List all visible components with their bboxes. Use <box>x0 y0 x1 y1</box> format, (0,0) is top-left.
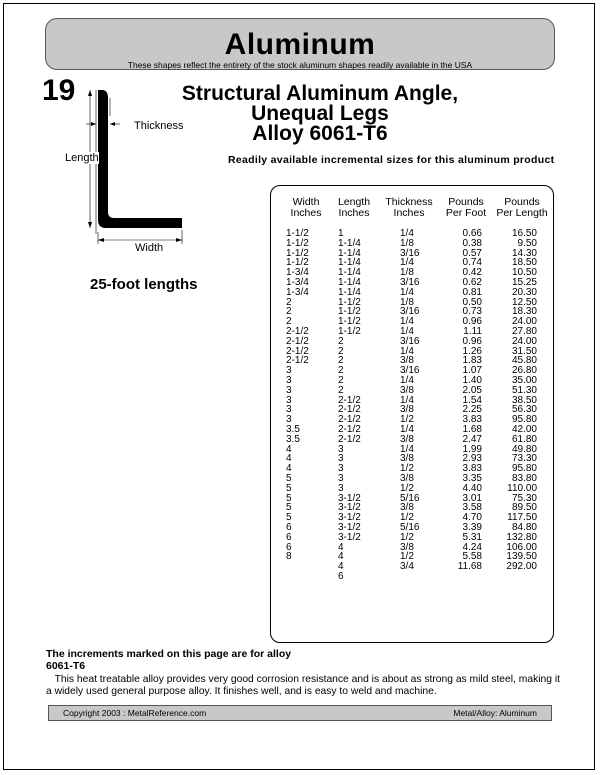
table-cell: 2 <box>338 384 344 396</box>
product-title-line2: Unequal Legs <box>251 102 389 125</box>
table-cell: 1/2 <box>400 414 414 426</box>
table-cell: 1-3/4 <box>286 276 309 288</box>
table-cell: 1/4 <box>400 316 414 328</box>
table-cell: 15.25 <box>511 276 537 288</box>
table-cell: 3 <box>286 365 292 377</box>
table-cell: 1/8 <box>400 237 414 249</box>
table-cell: 4 <box>338 551 344 563</box>
table-cell: 3/8 <box>400 404 414 416</box>
table-cell: 0.57 <box>462 247 482 259</box>
table-cell: 3/8 <box>400 502 414 514</box>
table-cell: 1/4 <box>400 325 414 337</box>
pounds-per-length-column <box>495 229 537 572</box>
table-cell: 1-3/4 <box>286 286 309 298</box>
table-cell: 1-1/2 <box>286 247 309 259</box>
table-cell: 3/8 <box>400 433 414 445</box>
table-cell: 1-1/4 <box>338 286 361 298</box>
table-cell: 4 <box>286 453 292 465</box>
table-cell: 132.80 <box>506 531 537 543</box>
table-cell: 5/16 <box>400 521 420 533</box>
table-cell: 1 <box>338 228 344 239</box>
table-cell: 1/2 <box>400 463 414 475</box>
header-length: Length Inches <box>337 196 371 219</box>
table-cell: 3 <box>286 374 292 386</box>
table-cell: 2.93 <box>462 453 482 465</box>
width-label: Width <box>135 242 164 254</box>
table-cell: 27.80 <box>511 325 537 337</box>
table-cell: 4 <box>338 561 344 573</box>
table-cell: 61.80 <box>511 433 537 445</box>
table-cell: 1.07 <box>462 365 482 377</box>
table-cell: 2-1/2 <box>338 423 361 435</box>
table-cell: 1.54 <box>462 394 482 406</box>
table-cell: 0.50 <box>462 296 482 308</box>
table-cell: 5.58 <box>462 551 482 563</box>
header-pounds-per-length: Pounds Per Length <box>496 196 548 219</box>
table-cell: 38.50 <box>511 394 537 406</box>
table-cell: 1/4 <box>400 286 414 298</box>
table-cell: 6 <box>338 570 344 582</box>
table-cell: 5 <box>286 472 292 484</box>
table-cell: 4.70 <box>462 512 482 524</box>
table-cell: 3/8 <box>400 355 414 367</box>
width-column <box>286 229 309 562</box>
table-cell: 35.00 <box>511 374 537 386</box>
table-cell: 95.80 <box>511 463 537 475</box>
header-thickness: Thickness Inches <box>385 196 433 219</box>
table-cell: 2 <box>338 335 344 347</box>
table-cell: 1-1/2 <box>286 237 309 249</box>
table-cell: 1-1/2 <box>338 306 361 318</box>
table-cell: 1.40 <box>462 374 482 386</box>
table-cell: 1-1/2 <box>338 316 361 328</box>
table-cell: 1/4 <box>400 443 414 455</box>
table-cell: 1-1/4 <box>338 276 361 288</box>
table-cell: 5 <box>286 482 292 494</box>
table-cell: 292.00 <box>506 561 537 573</box>
table-cell: 4 <box>338 541 344 553</box>
footer-bar <box>48 705 552 721</box>
table-cell: 1/2 <box>400 482 414 494</box>
table-cell: 4.24 <box>462 541 482 553</box>
table-cell: 3/16 <box>400 306 420 318</box>
table-cell: 3.58 <box>462 502 482 514</box>
table-cell: 3/8 <box>400 472 414 484</box>
copyright-text: Copyright 2003 : MetalReference.com <box>63 708 207 718</box>
table-cell: 3/16 <box>400 276 420 288</box>
table-cell: 1.11 <box>463 325 482 337</box>
table-cell: 1/4 <box>400 228 414 239</box>
table-cell: 12.50 <box>511 296 537 308</box>
table-cell: 2.25 <box>462 404 482 416</box>
table-cell: 2 <box>338 345 344 357</box>
header-pounds-per-foot: Pounds Per Foot <box>445 196 487 219</box>
table-cell: 51.30 <box>511 384 537 396</box>
table-cell: 3 <box>338 453 344 465</box>
table-cell: 31.50 <box>511 345 537 357</box>
header-width: Width Inches <box>290 196 322 219</box>
table-cell: 73.30 <box>511 453 537 465</box>
table-cell: 0.66 <box>462 228 482 239</box>
table-cell: 3.83 <box>462 463 482 475</box>
table-cell: 1-1/4 <box>338 257 361 269</box>
table-cell: 3 <box>286 394 292 406</box>
table-cell: 5.31 <box>462 531 482 543</box>
table-cell: 2-1/2 <box>286 355 309 367</box>
table-cell: 6 <box>286 541 292 553</box>
table-cell: 3 <box>338 443 344 455</box>
table-cell: 95.80 <box>511 414 537 426</box>
table-cell: 24.00 <box>511 335 537 347</box>
table-cell: 110.00 <box>507 482 537 494</box>
table-cell: 83.80 <box>511 472 537 484</box>
table-cell: 2-1/2 <box>338 414 361 426</box>
table-cell: 3.35 <box>462 472 482 484</box>
table-cell: 1/4 <box>400 374 414 386</box>
table-cell: 42.00 <box>511 423 537 435</box>
table-cell: 4 <box>286 463 292 475</box>
table-cell: 3/8 <box>400 541 414 553</box>
table-cell: 5 <box>286 502 292 514</box>
table-cell: 5/16 <box>400 492 420 504</box>
table-cell: 2 <box>286 306 292 318</box>
table-cell: 5 <box>286 512 292 524</box>
table-cell: 3-1/2 <box>338 512 361 524</box>
table-cell: 1/2 <box>400 531 414 543</box>
table-cell: 3.5 <box>286 433 300 445</box>
table-cell: 117.50 <box>507 512 537 524</box>
table-cell: 3/16 <box>400 247 420 259</box>
table-cell: 10.50 <box>511 267 537 279</box>
table-cell: 20.30 <box>511 286 537 298</box>
table-cell: 4 <box>286 443 292 455</box>
table-cell: 0.38 <box>462 237 482 249</box>
table-cell: 6 <box>286 521 292 533</box>
table-cell: 1-1/4 <box>338 237 361 249</box>
table-cell: 1-1/4 <box>338 267 361 279</box>
table-cell: 75.30 <box>511 492 537 504</box>
table-cell: 0.96 <box>462 316 482 328</box>
table-cell: 89.50 <box>511 502 537 514</box>
table-cell: 1.99 <box>462 443 482 455</box>
table-cell: 24.00 <box>511 316 537 328</box>
table-cell: 2-1/2 <box>286 345 309 357</box>
table-cell: 3-1/2 <box>338 521 361 533</box>
table-cell: 0.81 <box>462 286 482 298</box>
thickness-column <box>400 229 419 572</box>
availability-note: Readily available incremental sizes for this aluminum product <box>228 154 555 166</box>
table-cell: 3.39 <box>462 521 482 533</box>
table-cell: 3 <box>338 463 344 475</box>
table-cell: 1/2 <box>400 512 414 524</box>
table-cell: 18.50 <box>511 257 537 269</box>
table-cell: 84.80 <box>511 521 537 533</box>
length-label: Length <box>65 152 99 164</box>
table-cell: 106.00 <box>506 541 537 553</box>
table-cell: 1/4 <box>400 423 414 435</box>
table-cell: 1.83 <box>462 355 482 367</box>
table-cell: 2-1/2 <box>338 433 361 445</box>
table-cell: 3-1/2 <box>338 492 361 504</box>
table-cell: 1-1/2 <box>338 296 361 308</box>
increments-note: The increments marked on this page are for alloy 6061-T6 <box>46 648 292 672</box>
table-cell: 1-1/2 <box>286 228 309 239</box>
table-cell: 1-1/2 <box>286 257 309 269</box>
table-cell: 3/8 <box>400 453 414 465</box>
table-cell: 2-1/2 <box>286 335 309 347</box>
table-cell: 3 <box>338 482 344 494</box>
table-cell: 3/16 <box>400 365 420 377</box>
table-cell: 3-1/2 <box>338 531 361 543</box>
table-cell: 0.96 <box>462 335 482 347</box>
table-cell: 2.47 <box>462 433 482 445</box>
table-cell: 1/8 <box>400 296 414 308</box>
table-cell: 1.26 <box>462 345 482 357</box>
table-cell: 4.40 <box>462 482 482 494</box>
table-cell: 2 <box>338 355 344 367</box>
table-cell: 45.80 <box>511 355 537 367</box>
table-cell: 1.68 <box>462 423 482 435</box>
metal-alloy-label: Metal/Alloy: Aluminum <box>453 708 537 718</box>
table-cell: 0.62 <box>462 276 482 288</box>
table-cell: 3/16 <box>400 335 420 347</box>
table-cell: 14.30 <box>511 247 537 259</box>
table-cell: 6 <box>286 531 292 543</box>
alloy-heading: 6061-T6 <box>46 660 86 672</box>
table-cell: 9.50 <box>517 237 537 249</box>
table-cell: 18.30 <box>511 306 537 318</box>
table-cell: 3.83 <box>462 414 482 426</box>
table-cell: 49.80 <box>511 443 537 455</box>
lengths-note: 25-foot lengths <box>90 276 198 293</box>
table-cell: 3 <box>338 472 344 484</box>
table-cell: 56.30 <box>511 404 537 416</box>
table-cell: 3.5 <box>286 423 300 435</box>
table-cell: 2 <box>338 374 344 386</box>
table-cell: 139.50 <box>506 551 537 563</box>
pounds-per-foot-column <box>440 229 482 572</box>
table-cell: 26.80 <box>511 365 537 377</box>
table-cell: 2.05 <box>462 384 482 396</box>
product-title-line1: Structural Aluminum Angle, <box>181 82 459 105</box>
table-cell: 0.73 <box>462 306 482 318</box>
table-cell: 3 <box>286 404 292 416</box>
table-cell: 2 <box>286 316 292 328</box>
table-cell: 3.01 <box>462 492 482 504</box>
table-cell: 2-1/2 <box>338 394 361 406</box>
table-cell: 0.74 <box>462 257 482 269</box>
header-banner <box>45 18 555 70</box>
header-subtitle: These shapes reflect the entirety of the stock aluminum shapes readily available in the USA <box>127 60 473 70</box>
table-cell: 1-1/4 <box>338 247 361 259</box>
table-cell: 1/4 <box>400 257 414 269</box>
alloy-description: This heat treatable alloy provides very good corrosion resistance and is about as strong as mild steel, making it a widely used general purpose alloy. It finishes well, and is easy to weld and machine. <box>46 674 560 697</box>
thickness-label: Thickness <box>134 120 184 132</box>
table-cell: 5 <box>286 492 292 504</box>
product-title-line3: Alloy 6061-T6 <box>252 122 388 145</box>
table-cell: 11.68 <box>457 561 482 573</box>
table-cell: 1/8 <box>400 267 414 279</box>
table-cell: 1/2 <box>400 551 414 563</box>
table-cell: 3-1/2 <box>338 502 361 514</box>
table-cell: 2-1/2 <box>286 325 309 337</box>
table-cell: 2-1/2 <box>338 404 361 416</box>
page-title: Aluminum <box>224 28 376 61</box>
table-cell: 1/4 <box>400 394 414 406</box>
table-cell: 2 <box>338 365 344 377</box>
table-cell: 3/8 <box>400 384 414 396</box>
table-cell: 2 <box>286 296 292 308</box>
table-cell: 16.50 <box>511 228 537 239</box>
length-column <box>338 229 361 582</box>
product-title <box>170 84 470 144</box>
table-cell: 1-1/2 <box>338 325 361 337</box>
table-cell: 3 <box>286 384 292 396</box>
table-cell: 3/4 <box>400 561 414 573</box>
table-cell: 1-3/4 <box>286 267 309 279</box>
table-cell: 1/4 <box>400 345 414 357</box>
table-cell: 0.42 <box>462 267 482 279</box>
table-cell: 3 <box>286 414 292 426</box>
page-number: 19 <box>42 74 76 107</box>
table-cell: 8 <box>286 551 292 563</box>
